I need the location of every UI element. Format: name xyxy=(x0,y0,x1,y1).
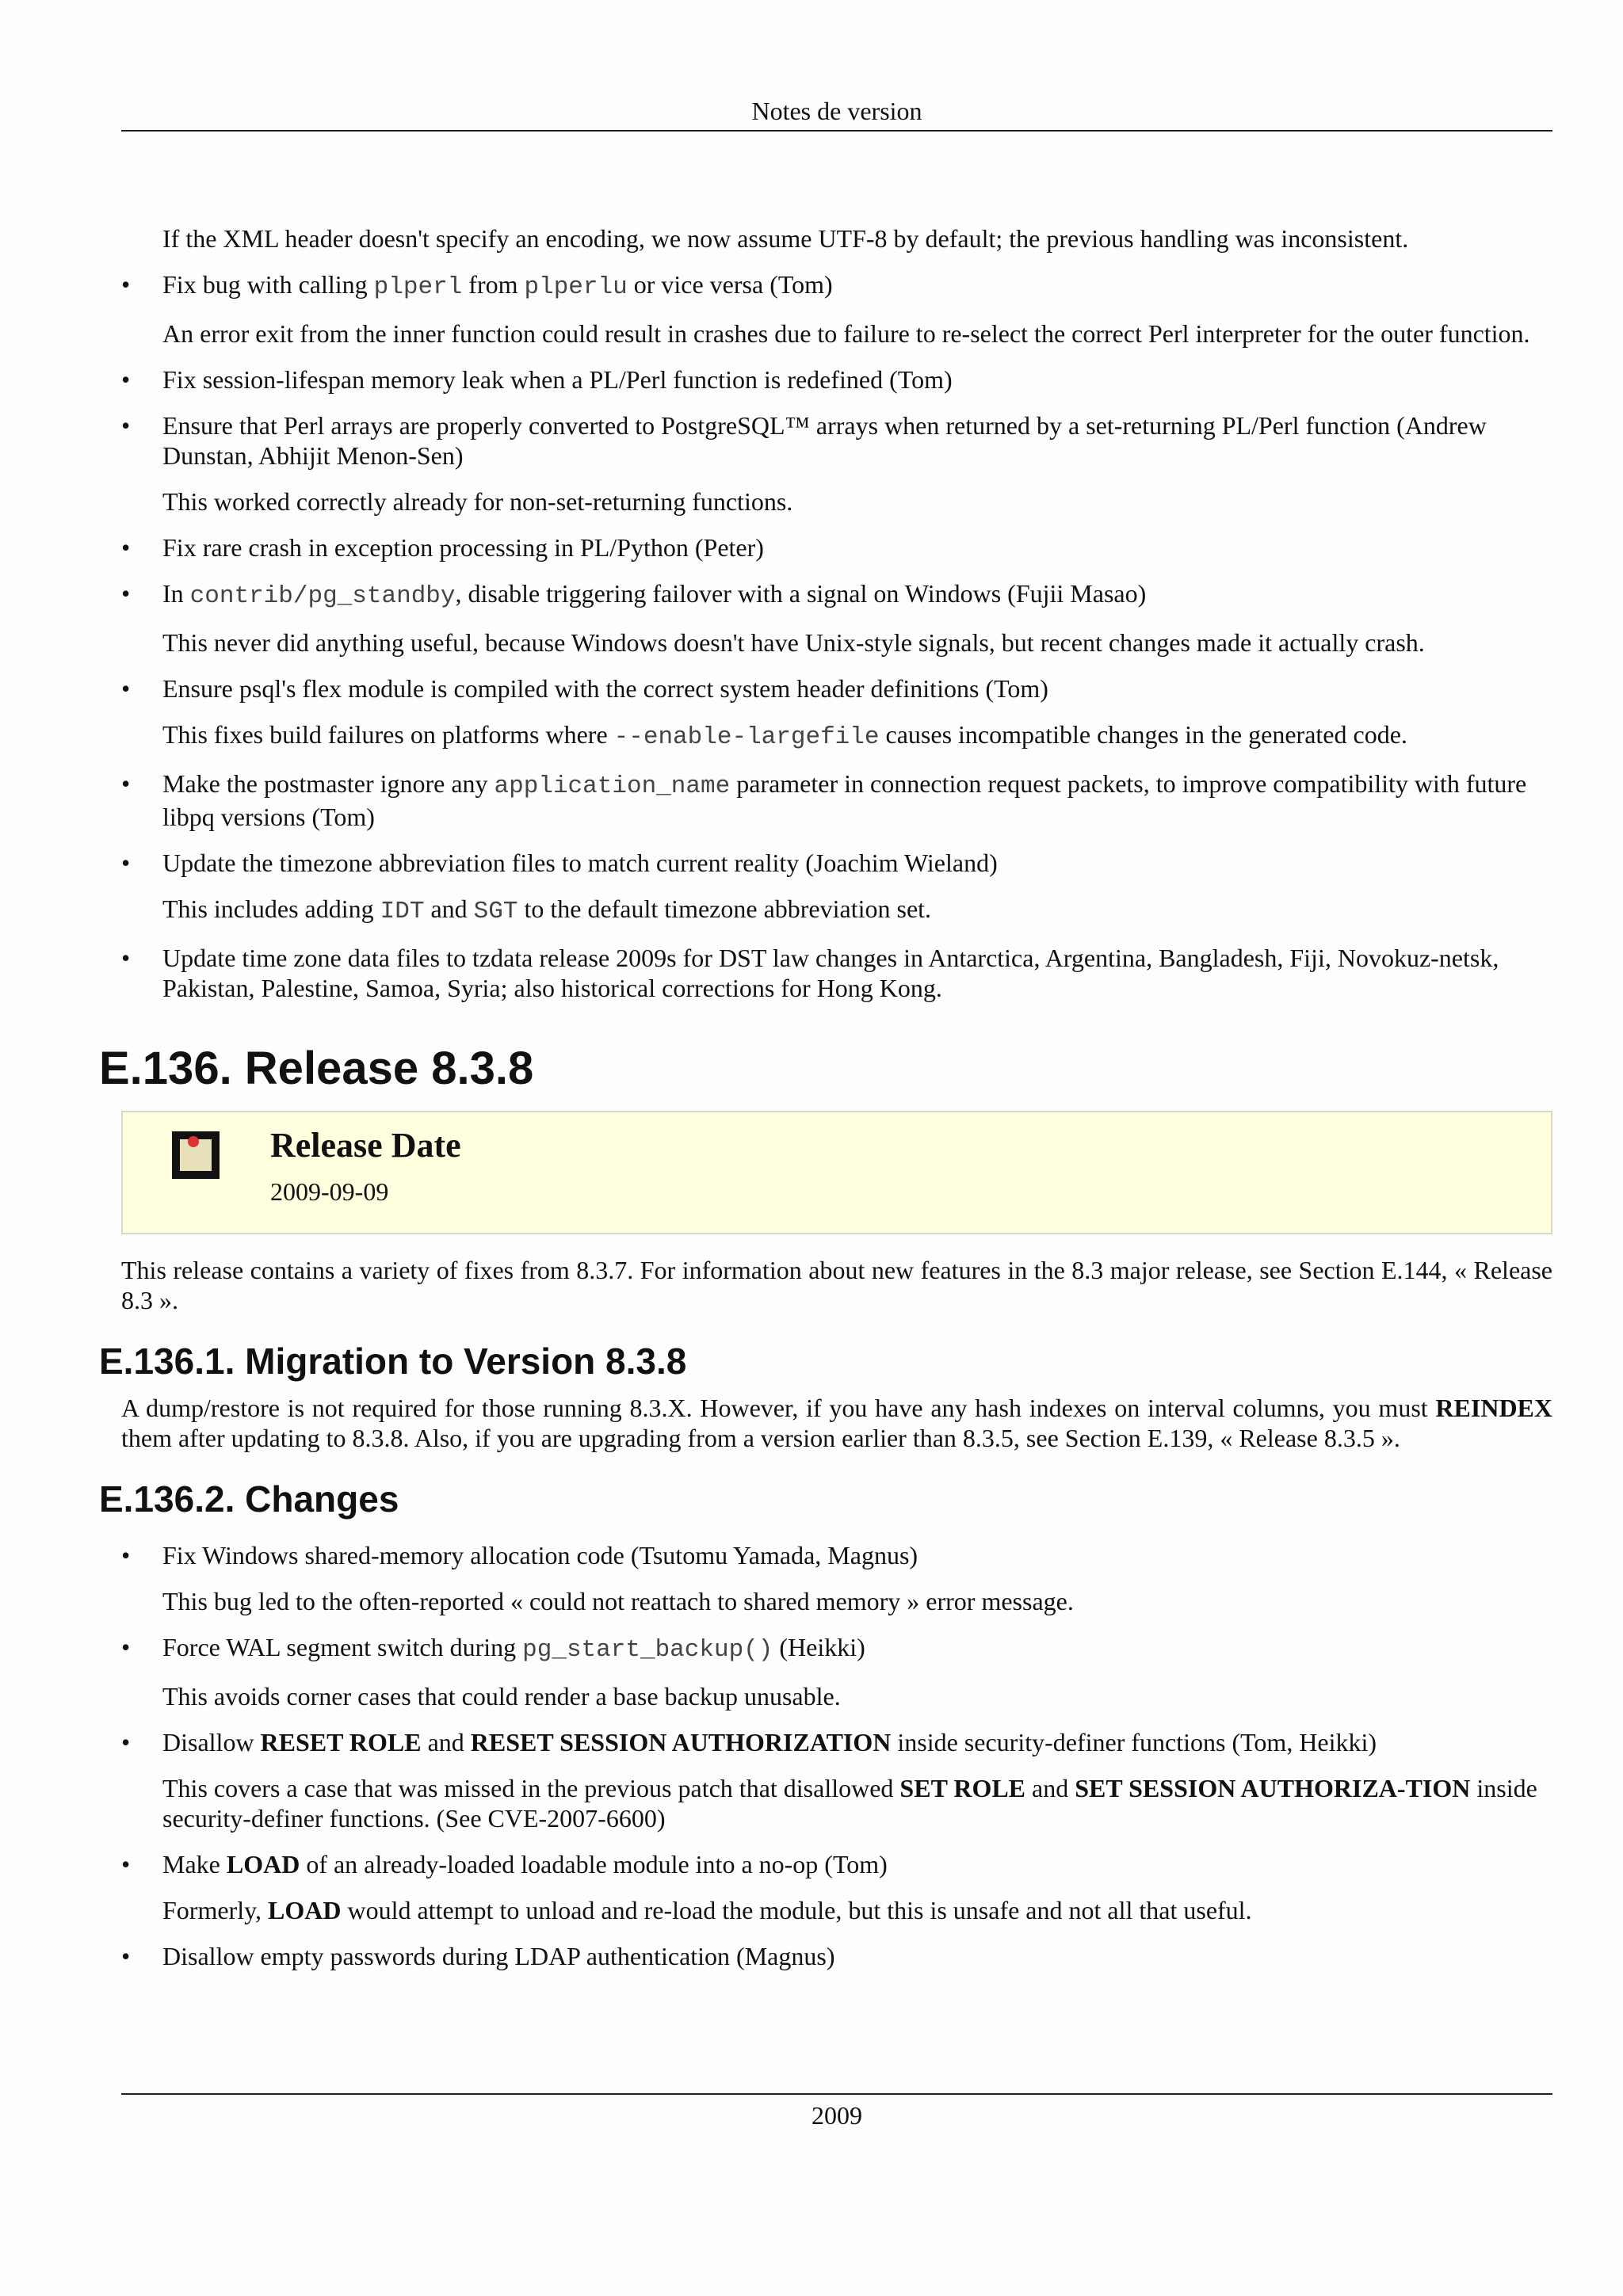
list-item xyxy=(121,410,1552,517)
intro-paragraph: If the XML header doesn't specify an encoding, we now assume UTF-8 by default; the previous handling was inconsistent. xyxy=(162,224,1409,253)
list-item-detail: This worked correctly already for non-set-returning functions. xyxy=(162,487,793,516)
release-paragraph: This release contains a variety of fixes from 8.3.7. For information about new features in the 8.3 major release, see Section E.144, « Release 8.3 ». xyxy=(121,1256,1552,1314)
bullet: • xyxy=(121,1541,131,1569)
note-title: Release Date xyxy=(270,1126,461,1165)
bullet: • xyxy=(121,849,131,877)
list-item-detail: This fixes build failures on platforms where --enable-largefile causes incompatible changes in the generated code. xyxy=(162,720,1407,751)
list-item-text: Fix rare crash in exception processing in PL/Python (Peter) xyxy=(162,533,764,562)
list-item-text: Disallow RESET ROLE and RESET SESSION AUTHORIZATION inside security-definer functions (Tom, Heikki) xyxy=(162,1728,1377,1756)
bullet: • xyxy=(121,411,131,440)
section-heading: E.136. Release 8.3.8 xyxy=(99,1043,534,1094)
list-item xyxy=(121,1727,1552,1833)
list-item-detail: This includes adding IDT and SGT to the default timezone abbreviation set. xyxy=(162,894,932,925)
bullet: • xyxy=(121,944,131,972)
list-item xyxy=(121,269,1552,349)
bullet: • xyxy=(121,533,131,562)
list-item-text: Ensure psql's flex module is compiled with the correct system header definitions (Tom) xyxy=(162,674,1048,703)
running-header: Notes de version xyxy=(121,93,1552,132)
page-number-footer: 2009 xyxy=(121,2093,1552,2133)
list-item-text: Fix bug with calling plperl from plperlu or vice versa (Tom) xyxy=(162,270,833,301)
list-item-text: Update the timezone abbreviation files to match current reality (Joachim Wieland) xyxy=(162,849,998,877)
list-item-text: Update time zone data files to tzdata release 2009s for DST law changes in Antarctica, Argentina, Bangladesh, Fiji, Novokuz-netsk, Pakistan, Palestine, Samoa, Syria; also historical corrections for Hong Kong. xyxy=(162,944,1499,1002)
list-item-detail: This covers a case that was missed in the previous patch that disallowed SET ROLE and SET SESSION AUTHORIZA-TION inside security-definer functions. (See CVE-2007-6600) xyxy=(162,1774,1537,1833)
bullet: • xyxy=(121,674,131,703)
list-item-text: Fix session-lifespan memory leak when a PL/Perl function is redefined (Tom) xyxy=(162,365,953,394)
release-date-note xyxy=(121,1111,1552,1234)
list-item xyxy=(121,848,1552,927)
bullet: • xyxy=(121,365,131,394)
list-item xyxy=(121,769,1552,832)
list-item-detail: An error exit from the inner function could result in crashes due to failure to re-select the correct Perl interpreter for the outer function. xyxy=(162,319,1530,348)
subsection-heading-changes: E.136.2. Changes xyxy=(99,1478,399,1520)
list-item-text: Disallow empty passwords during LDAP authentication (Magnus) xyxy=(162,1942,835,1970)
list-item xyxy=(121,1540,1552,1616)
list-item xyxy=(121,1849,1552,1925)
list-item-text: Ensure that Perl arrays are properly converted to PostgreSQL™ arrays when returned by a set-returning PL/Perl function (Andrew Dunstan, Abhijit Menon-Sen) xyxy=(162,411,1487,470)
list-item-text: Make the postmaster ignore any application_name parameter in connection request packets, to improve compatibility with future libpq versions (Tom) xyxy=(162,769,1527,831)
list-item xyxy=(121,532,1552,563)
note-icon xyxy=(172,1131,220,1179)
list-item xyxy=(121,673,1552,753)
list-item xyxy=(121,578,1552,658)
list-item-text: Fix Windows shared-memory allocation code (Tsutomu Yamada, Magnus) xyxy=(162,1541,918,1569)
bullet: • xyxy=(121,1850,131,1878)
list-item-text: In contrib/pg_standby, disable triggering failover with a signal on Windows (Fujii Masao) xyxy=(162,579,1147,610)
bullet: • xyxy=(121,270,131,299)
subsection-heading-migration: E.136.1. Migration to Version 8.3.8 xyxy=(99,1341,687,1382)
list-item-detail: Formerly, LOAD would attempt to unload and re-load the module, but this is unsafe and not all that useful. xyxy=(162,1896,1252,1924)
list-item xyxy=(121,1632,1552,1711)
bullet: • xyxy=(121,1942,131,1970)
list-item xyxy=(121,1941,1552,1971)
list-item-text: Make LOAD of an already-loaded loadable module into a no-op (Tom) xyxy=(162,1850,888,1878)
list-item xyxy=(121,943,1552,1003)
bullet: • xyxy=(121,1728,131,1756)
page-content xyxy=(99,223,1552,1987)
bullet: • xyxy=(121,579,131,608)
bullet: • xyxy=(121,1633,131,1661)
list-item-detail: This never did anything useful, because Windows doesn't have Unix-style signals, but recent changes made it actually crash. xyxy=(162,628,1425,657)
list-item-detail: This bug led to the often-reported « could not reattach to shared memory » error message. xyxy=(162,1587,1074,1615)
migration-paragraph: A dump/restore is not required for those running 8.3.X. However, if you have any hash indexes on interval columns, you must REINDEX them after updating to 8.3.8. Also, if you are upgrading from a version earlier than 8.3.5, see Section E.139, « Release 8.3.5 ». xyxy=(121,1394,1552,1452)
bullet: • xyxy=(121,769,131,798)
list-item xyxy=(121,364,1552,395)
note-date: 2009-09-09 xyxy=(270,1177,389,1206)
list-item-text: Force WAL segment switch during pg_start_backup() (Heikki) xyxy=(162,1633,865,1664)
list-item-detail: This avoids corner cases that could render a base backup unusable. xyxy=(162,1682,841,1711)
